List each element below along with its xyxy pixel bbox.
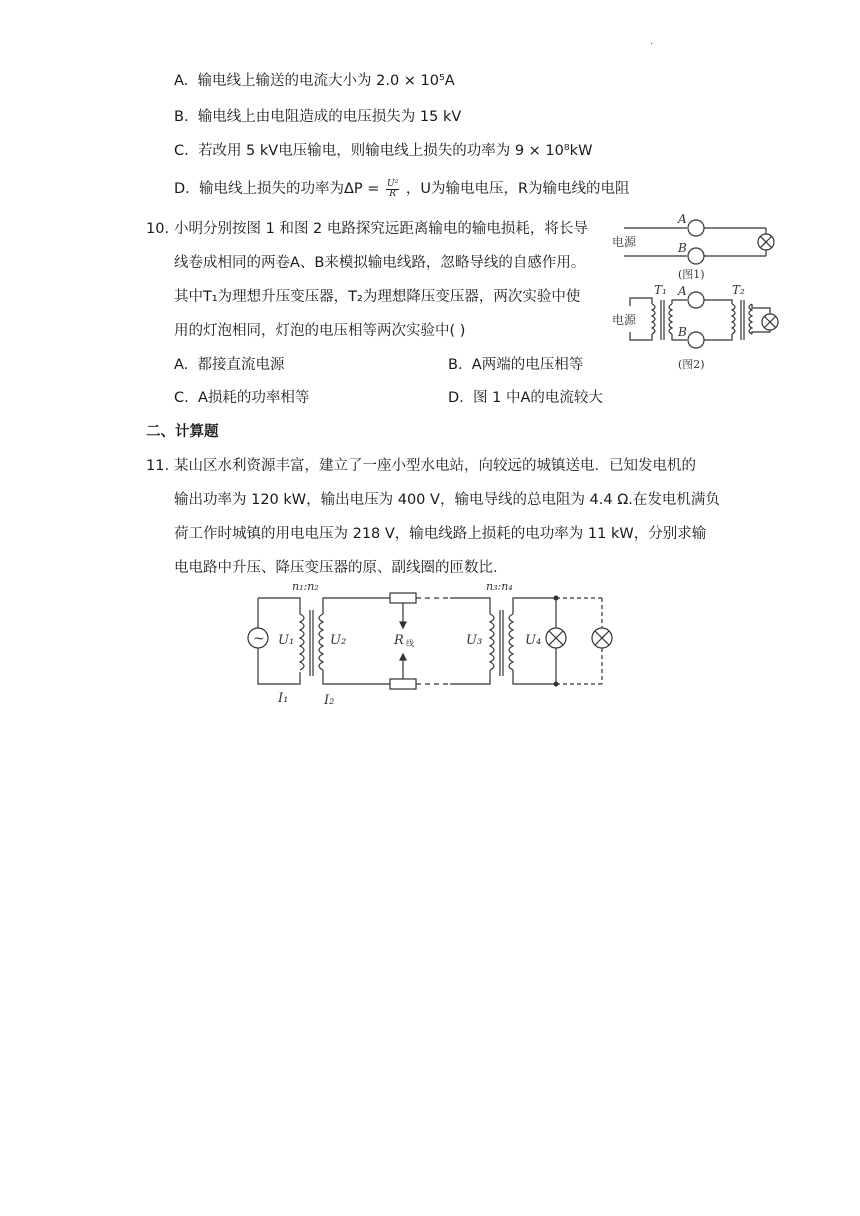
option-text-post: ，U为输电电压，R为输电线的电阻 <box>405 181 630 197</box>
q9-option-a <box>174 70 455 92</box>
r-line-sub: 线 <box>406 639 414 648</box>
q9-option-b <box>174 106 461 128</box>
u1-label: U₁ <box>278 633 295 648</box>
q10-stem-line-1: 小明分别按图 1 和图 2 电路探究远距离输电的输电损耗，将长导 <box>174 221 588 237</box>
ratio-n3-n4: n₃:n₄ <box>486 580 513 593</box>
option-label: A. <box>174 357 189 373</box>
fig1-caption: (图1) <box>678 268 705 281</box>
option-text: 若改用 5 kV电压输电，则输电线上损失的功率为 9 × 10⁸kW <box>197 143 593 159</box>
u4-label: U₄ <box>525 633 542 648</box>
q11-stem-line-1: 某山区水利资源丰富，建立了一座小型水电站，向较远的城镇送电．已知发电机的 <box>174 458 696 474</box>
section-title: 二、计算题 <box>146 424 219 440</box>
q10-stem-line-2: 线卷成相同的两卷A、B来模拟输电线路，忽略导线的自感作用。 <box>174 255 586 271</box>
option-label: C. <box>174 390 189 406</box>
q11-number: 11. <box>146 458 170 474</box>
source-label-fig1: 电源 <box>612 235 637 249</box>
q11-stem-line-2: 输出功率为 120 kW，输出电压为 400 V，输电导线的总电阻为 4.4 Ω.在发电机满负 <box>174 492 720 508</box>
source-label-fig2: 电源 <box>612 313 637 327</box>
q9-option-c <box>174 140 592 162</box>
q10-option-b <box>448 354 583 376</box>
q9-option-d <box>174 178 630 200</box>
fraction-numerator: U² <box>387 178 399 189</box>
line-resistor-bottom <box>390 679 416 689</box>
option-text: A两端的电压相等 <box>471 357 584 373</box>
option-text: 输电线上输送的电流大小为 2.0 × 10⁵A <box>197 73 455 89</box>
coil-a-symbol <box>688 220 704 236</box>
option-text: 输电线上由电阻造成的电压损失为 15 kV <box>197 109 462 125</box>
option-label: A. <box>174 73 189 89</box>
option-text-pre: 输电线上损失的功率为ΔP = <box>199 181 380 197</box>
coil-b-label: B <box>678 241 687 255</box>
power-loss-fraction <box>386 180 399 199</box>
i1-label: I₁ <box>278 691 289 706</box>
t1-label: T₁ <box>654 283 667 297</box>
q11-stem-line-3: 荷工作时城镇的用电电压为 218 V，输电线路上损耗的电功率为 11 kW，分别求输 <box>174 526 707 542</box>
t1-primary-coil <box>652 304 655 334</box>
q10-circuit-figure <box>612 208 792 376</box>
coil-b-symbol <box>688 248 704 264</box>
option-text: 都接直流电源 <box>197 357 285 373</box>
fraction-denominator: R <box>389 188 397 199</box>
option-label: D. <box>174 181 190 197</box>
q10-option-d <box>448 387 603 409</box>
q10-stem-line-3: 其中T₁为理想升压变压器，T₂为理想降压变压器，两次实验中使 <box>174 289 581 305</box>
q10-option-c <box>174 387 309 409</box>
q10-number: 10. <box>146 221 170 237</box>
option-label: C. <box>174 143 189 159</box>
option-label: D. <box>448 390 464 406</box>
t2-label: T₂ <box>732 283 745 297</box>
source-symbol: ~ <box>253 631 265 647</box>
coil-a-label-fig2: A <box>678 284 687 298</box>
q10-stem-line-4: 用的灯泡相同，灯泡的电压相等两次实验中( ) <box>174 323 466 339</box>
q10-option-a <box>174 354 285 376</box>
ratio-n1-n2: n₁:n₂ <box>292 580 319 593</box>
option-text: 图 1 中A的电流较大 <box>473 390 603 406</box>
option-text: A损耗的功率相等 <box>197 390 310 406</box>
line-resistor-top <box>390 593 416 603</box>
u3-label: U₃ <box>466 633 483 648</box>
t1-secondary-coil <box>669 304 672 334</box>
fig2-caption: (图2) <box>678 358 705 371</box>
t2-primary-coil <box>732 304 735 334</box>
coil-a-label: A <box>678 212 687 226</box>
option-label: B. <box>448 357 463 373</box>
i2-label: I₂ <box>324 693 335 708</box>
header-dot: . <box>650 36 654 47</box>
coil-b-label-fig2: B <box>678 325 687 339</box>
option-label: B. <box>174 109 189 125</box>
u2-label: U₂ <box>330 633 347 648</box>
q11-transmission-circuit <box>240 580 620 710</box>
r-line-label: R <box>394 633 404 648</box>
q11-stem-line-4: 电电路中升压、降压变压器的原、副线圈的匝数比． <box>174 560 508 576</box>
